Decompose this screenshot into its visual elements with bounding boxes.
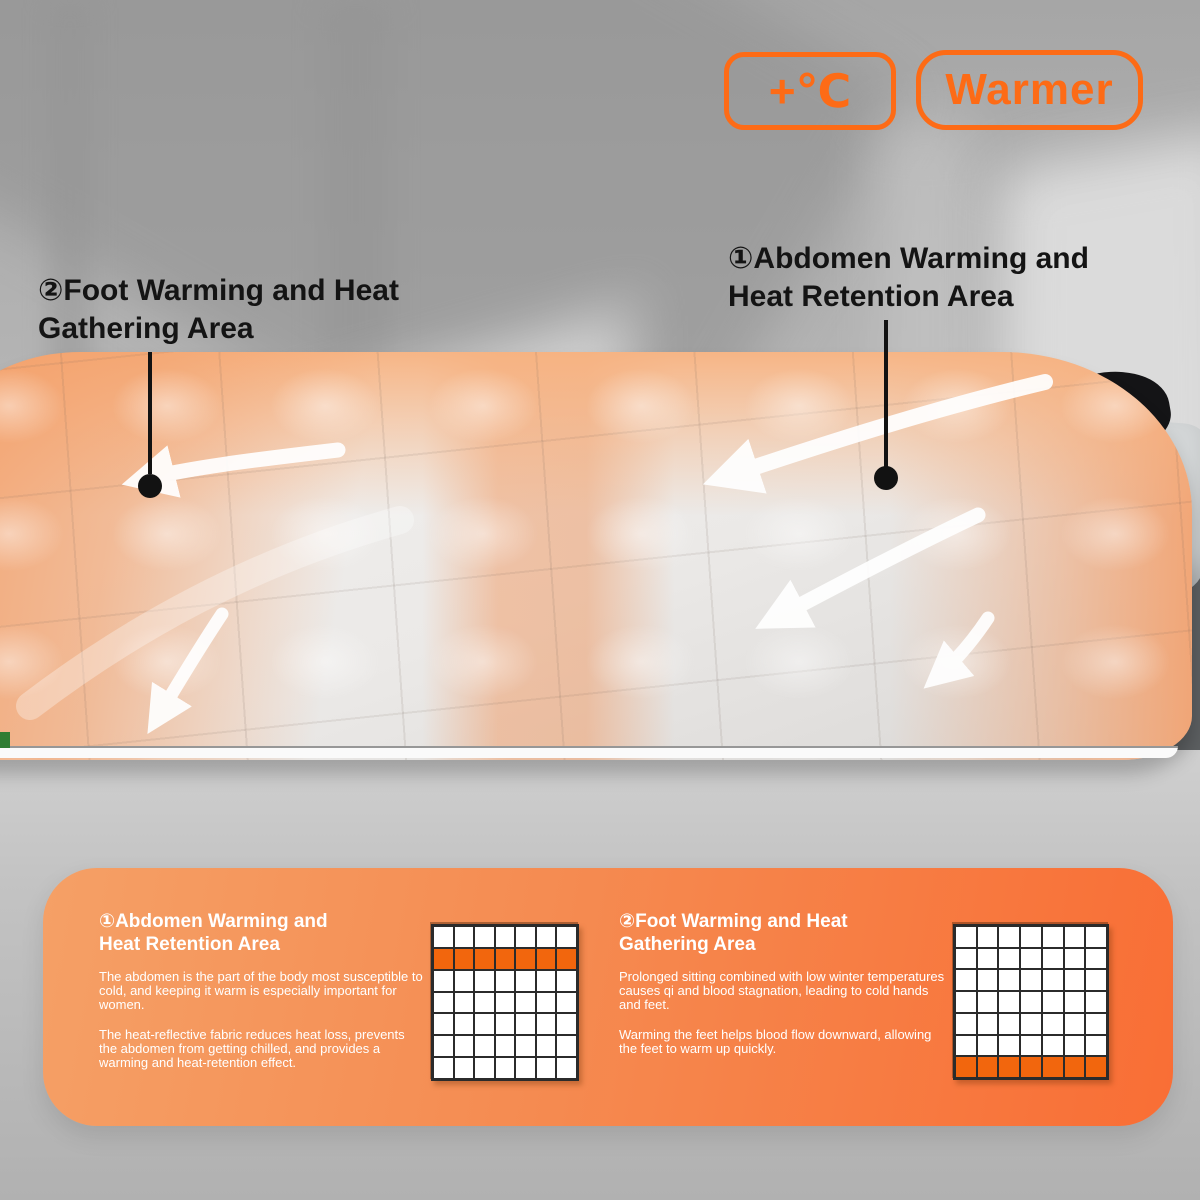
- grid-cell: [1042, 969, 1064, 991]
- grid-cell: [536, 1057, 557, 1079]
- grid-cell: [433, 1013, 454, 1035]
- grid-cell-heated: [1085, 1056, 1107, 1078]
- grid-cell: [977, 991, 999, 1013]
- grid-cell: [1042, 991, 1064, 1013]
- temperature-badge: +℃: [724, 52, 896, 130]
- grid-cell: [1042, 1013, 1064, 1035]
- grid-cell: [454, 992, 475, 1014]
- callout-abdomen-line2: Heat Retention Area: [728, 280, 1014, 313]
- grid-cell: [495, 970, 516, 992]
- info-panel: [43, 868, 1173, 1126]
- grid-cell: [977, 926, 999, 948]
- abdomen-paragraph-2: The heat-reflective fabric reduces heat loss, prevents the abdomen from getting chilled, and provides a warming and heat-retention effect.: [99, 1027, 405, 1070]
- callout-abdomen-pointer-line: [884, 320, 888, 468]
- grid-cell: [998, 926, 1020, 948]
- grid-cell: [515, 926, 536, 948]
- grid-cell: [1064, 1035, 1086, 1057]
- grid-cell: [536, 1035, 557, 1057]
- callout-foot-pointer-dot: [138, 474, 162, 498]
- grid-cell: [556, 992, 577, 1014]
- grid-cell: [495, 992, 516, 1014]
- grid-cell: [495, 1013, 516, 1035]
- grid-cell: [1020, 969, 1042, 991]
- grid-cell: [1020, 926, 1042, 948]
- grid-cell: [1085, 969, 1107, 991]
- callout-abdomen-area: [728, 240, 1168, 316]
- callout-foot-pointer-line: [148, 352, 152, 474]
- grid-cell: [1020, 1035, 1042, 1057]
- grid-cell: [977, 948, 999, 970]
- grid-cell: [556, 1013, 577, 1035]
- grid-cell: [955, 1013, 977, 1035]
- grid-cell: [1064, 926, 1086, 948]
- grid-cell: [998, 1035, 1020, 1057]
- grid-cell: [998, 1013, 1020, 1035]
- grid-cell: [955, 926, 977, 948]
- grid-cell-heated: [474, 948, 495, 970]
- grid-cell: [1085, 991, 1107, 1013]
- grid-cell: [536, 1013, 557, 1035]
- abdomen-heading-line1: ①Abdomen Warming and: [99, 911, 328, 932]
- foot-paragraph-1: Prolonged sitting combined with low winter temperatures causes qi and blood stagnation, leading to cold hands and feet.: [619, 969, 945, 1012]
- grid-cell-heated: [1064, 1056, 1086, 1078]
- grid-cell: [474, 1057, 495, 1079]
- grid-cell-heated: [556, 948, 577, 970]
- abdomen-zone-grid: [431, 924, 579, 1081]
- foot-info-column: [619, 910, 945, 1072]
- grid-cell: [474, 992, 495, 1014]
- grid-cell: [998, 948, 1020, 970]
- grid-cell: [495, 1035, 516, 1057]
- grid-cell: [556, 970, 577, 992]
- grid-cell: [515, 1013, 536, 1035]
- grid-cell: [433, 926, 454, 948]
- grid-cell: [454, 1013, 475, 1035]
- grid-cell: [454, 926, 475, 948]
- grid-cell-heated: [433, 948, 454, 970]
- grid-cell: [474, 1035, 495, 1057]
- grid-cell: [515, 1057, 536, 1079]
- grid-cell: [536, 926, 557, 948]
- callout-abdomen-pointer-dot: [874, 466, 898, 490]
- grid-cell: [454, 1057, 475, 1079]
- grid-cell: [977, 1035, 999, 1057]
- grid-cell: [998, 969, 1020, 991]
- grid-cell: [474, 970, 495, 992]
- grid-cell: [515, 992, 536, 1014]
- grid-cell: [1064, 948, 1086, 970]
- grid-cell: [955, 1035, 977, 1057]
- grid-cell: [474, 926, 495, 948]
- grid-cell: [1042, 948, 1064, 970]
- grid-cell-heated: [1042, 1056, 1064, 1078]
- abdomen-heading-line2: Heat Retention Area: [99, 934, 280, 955]
- grid-cell: [474, 1013, 495, 1035]
- callout-foot-area: [38, 272, 468, 348]
- grid-cell: [977, 1013, 999, 1035]
- grid-cell: [556, 1035, 577, 1057]
- foot-paragraph-2: Warming the feet helps blood flow downward, allowing the feet to warm up quickly.: [619, 1027, 932, 1056]
- foot-heading-line1: ②Foot Warming and Heat: [619, 911, 848, 932]
- callout-foot-line1: ②Foot Warming and Heat: [38, 274, 399, 307]
- grid-cell: [433, 970, 454, 992]
- grid-cell: [515, 970, 536, 992]
- grid-cell: [1085, 948, 1107, 970]
- grid-cell: [1085, 926, 1107, 948]
- grid-cell: [515, 1035, 536, 1057]
- grid-cell: [1042, 926, 1064, 948]
- warmer-badge: Warmer: [916, 50, 1143, 130]
- grid-cell-heated: [454, 948, 475, 970]
- grid-cell: [433, 1035, 454, 1057]
- grid-cell: [536, 992, 557, 1014]
- arrow-center: [772, 515, 978, 620]
- grid-cell-heated: [1020, 1056, 1042, 1078]
- grid-cell-heated: [977, 1056, 999, 1078]
- grid-cell: [955, 991, 977, 1013]
- grid-cell: [1020, 948, 1042, 970]
- grid-cell: [1064, 1013, 1086, 1035]
- grid-cell: [998, 991, 1020, 1013]
- foot-zone-grid: [953, 924, 1109, 1080]
- grid-cell: [495, 926, 516, 948]
- grid-cell-heated: [536, 948, 557, 970]
- abdomen-info-column: [99, 910, 425, 1086]
- grid-cell: [454, 1035, 475, 1057]
- arrow-right-small: [936, 618, 988, 678]
- grid-cell: [955, 948, 977, 970]
- grid-cell-heated: [955, 1056, 977, 1078]
- grid-cell: [1020, 1013, 1042, 1035]
- grid-cell-heated: [515, 948, 536, 970]
- grid-cell: [433, 992, 454, 1014]
- grid-cell: [1042, 1035, 1064, 1057]
- grid-cell: [977, 969, 999, 991]
- abdomen-paragraph-1: The abdomen is the part of the body most susceptible to cold, and keeping it warm is especially important for women.: [99, 969, 423, 1012]
- grid-cell: [1085, 1013, 1107, 1035]
- callout-foot-line2: Gathering Area: [38, 312, 254, 345]
- grid-cell-heated: [495, 948, 516, 970]
- grid-cell: [556, 926, 577, 948]
- grid-cell-heated: [998, 1056, 1020, 1078]
- abdomen-heading: [99, 910, 425, 956]
- grid-cell: [556, 1057, 577, 1079]
- grid-cell: [433, 1057, 454, 1079]
- arrow-left-band: [140, 450, 338, 480]
- callout-abdomen-line1: ①Abdomen Warming and: [728, 242, 1089, 275]
- grid-cell: [955, 969, 977, 991]
- grid-cell: [1064, 991, 1086, 1013]
- foot-heading-line2: Gathering Area: [619, 934, 756, 955]
- grid-cell: [536, 970, 557, 992]
- grid-cell: [1020, 991, 1042, 1013]
- grid-cell: [1064, 969, 1086, 991]
- grid-cell: [1085, 1035, 1107, 1057]
- grid-cell: [495, 1057, 516, 1079]
- grid-cell: [454, 970, 475, 992]
- foot-heading: [619, 910, 945, 956]
